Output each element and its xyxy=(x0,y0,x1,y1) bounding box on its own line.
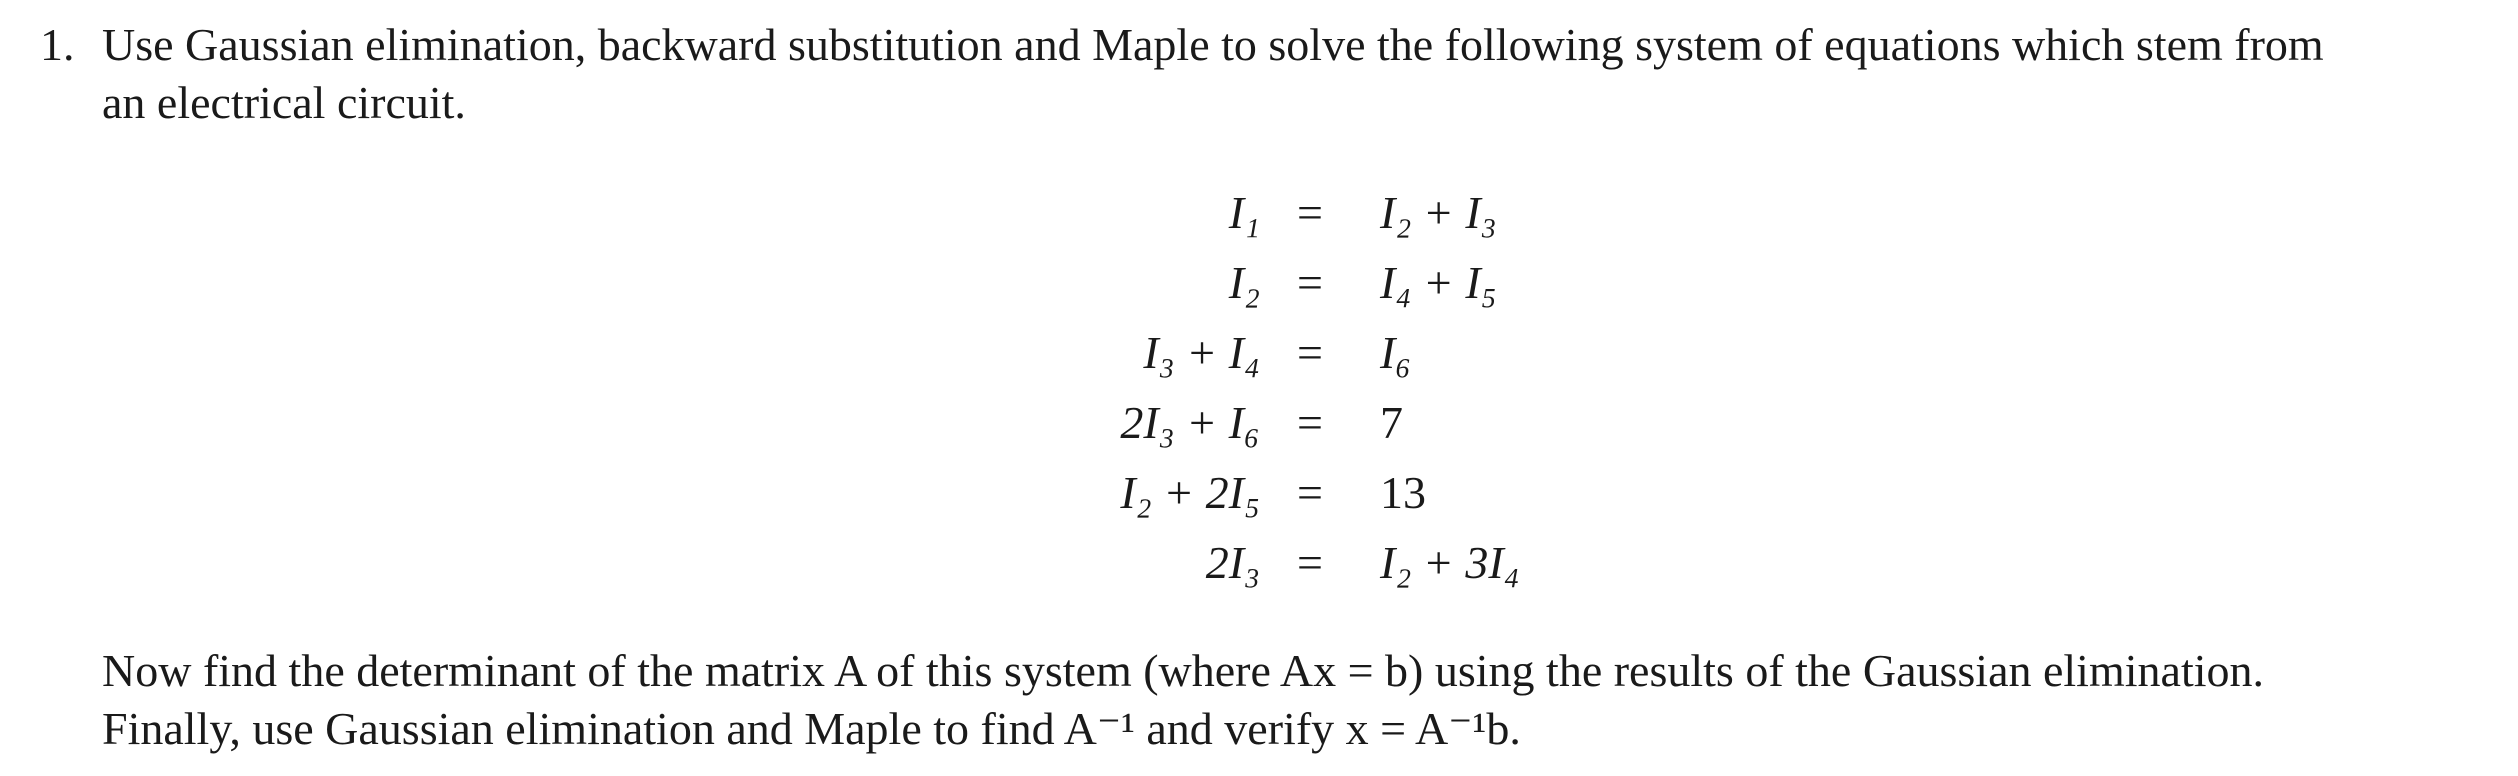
equation-row xyxy=(40,536,2480,606)
equation-row xyxy=(40,186,2480,256)
equation-row xyxy=(40,466,2480,536)
intro-line-2: an electrical circuit. xyxy=(102,77,466,128)
equation-lhs: 2I₃ xyxy=(1205,537,1260,588)
intro-line-1: Use Gaussian elimination, backward substitution and Maple to solve the following system of equations which stem from xyxy=(102,19,2324,70)
equation-rhs: 13 xyxy=(1380,467,1426,518)
equals-sign: = xyxy=(1297,327,1323,378)
equals-sign: = xyxy=(1297,467,1323,518)
equals-sign: = xyxy=(1297,187,1323,238)
equation-rhs: I₂ + 3I₄ xyxy=(1380,537,1520,588)
equation-rhs: I₆ xyxy=(1380,327,1412,378)
equation-lhs: I₂ + 2I₅ xyxy=(1120,467,1260,518)
problem-followup xyxy=(40,642,2480,758)
equation-row xyxy=(40,326,2480,396)
problem-intro xyxy=(102,16,2480,132)
followup-line-2: Finally, use Gaussian elimination and Maple to find A⁻¹ and verify x = A⁻¹b. xyxy=(102,703,1521,754)
problem-number: 1. xyxy=(40,19,75,70)
equation-lhs: I₂ xyxy=(1228,257,1260,308)
equation-row xyxy=(40,396,2480,466)
followup-line-1: Now find the determinant of the matrix A of this system (where Ax = b) using the results of the Gaussian elimination. xyxy=(102,645,2264,696)
problem-1 xyxy=(40,16,2480,754)
equation-rhs: 7 xyxy=(1380,397,1403,448)
equation-lhs: I₃ + I₄ xyxy=(1143,327,1260,378)
equation-lhs: I₁ xyxy=(1228,187,1260,238)
equation-lhs: 2I₃ + I₆ xyxy=(1120,397,1260,448)
equation-rhs: I₄ + I₅ xyxy=(1380,257,1497,308)
equation-rhs: I₂ + I₃ xyxy=(1380,187,1497,238)
equals-sign: = xyxy=(1297,397,1323,448)
equals-sign: = xyxy=(1297,537,1323,588)
equals-sign: = xyxy=(1297,257,1323,308)
equation-row xyxy=(40,256,2480,326)
